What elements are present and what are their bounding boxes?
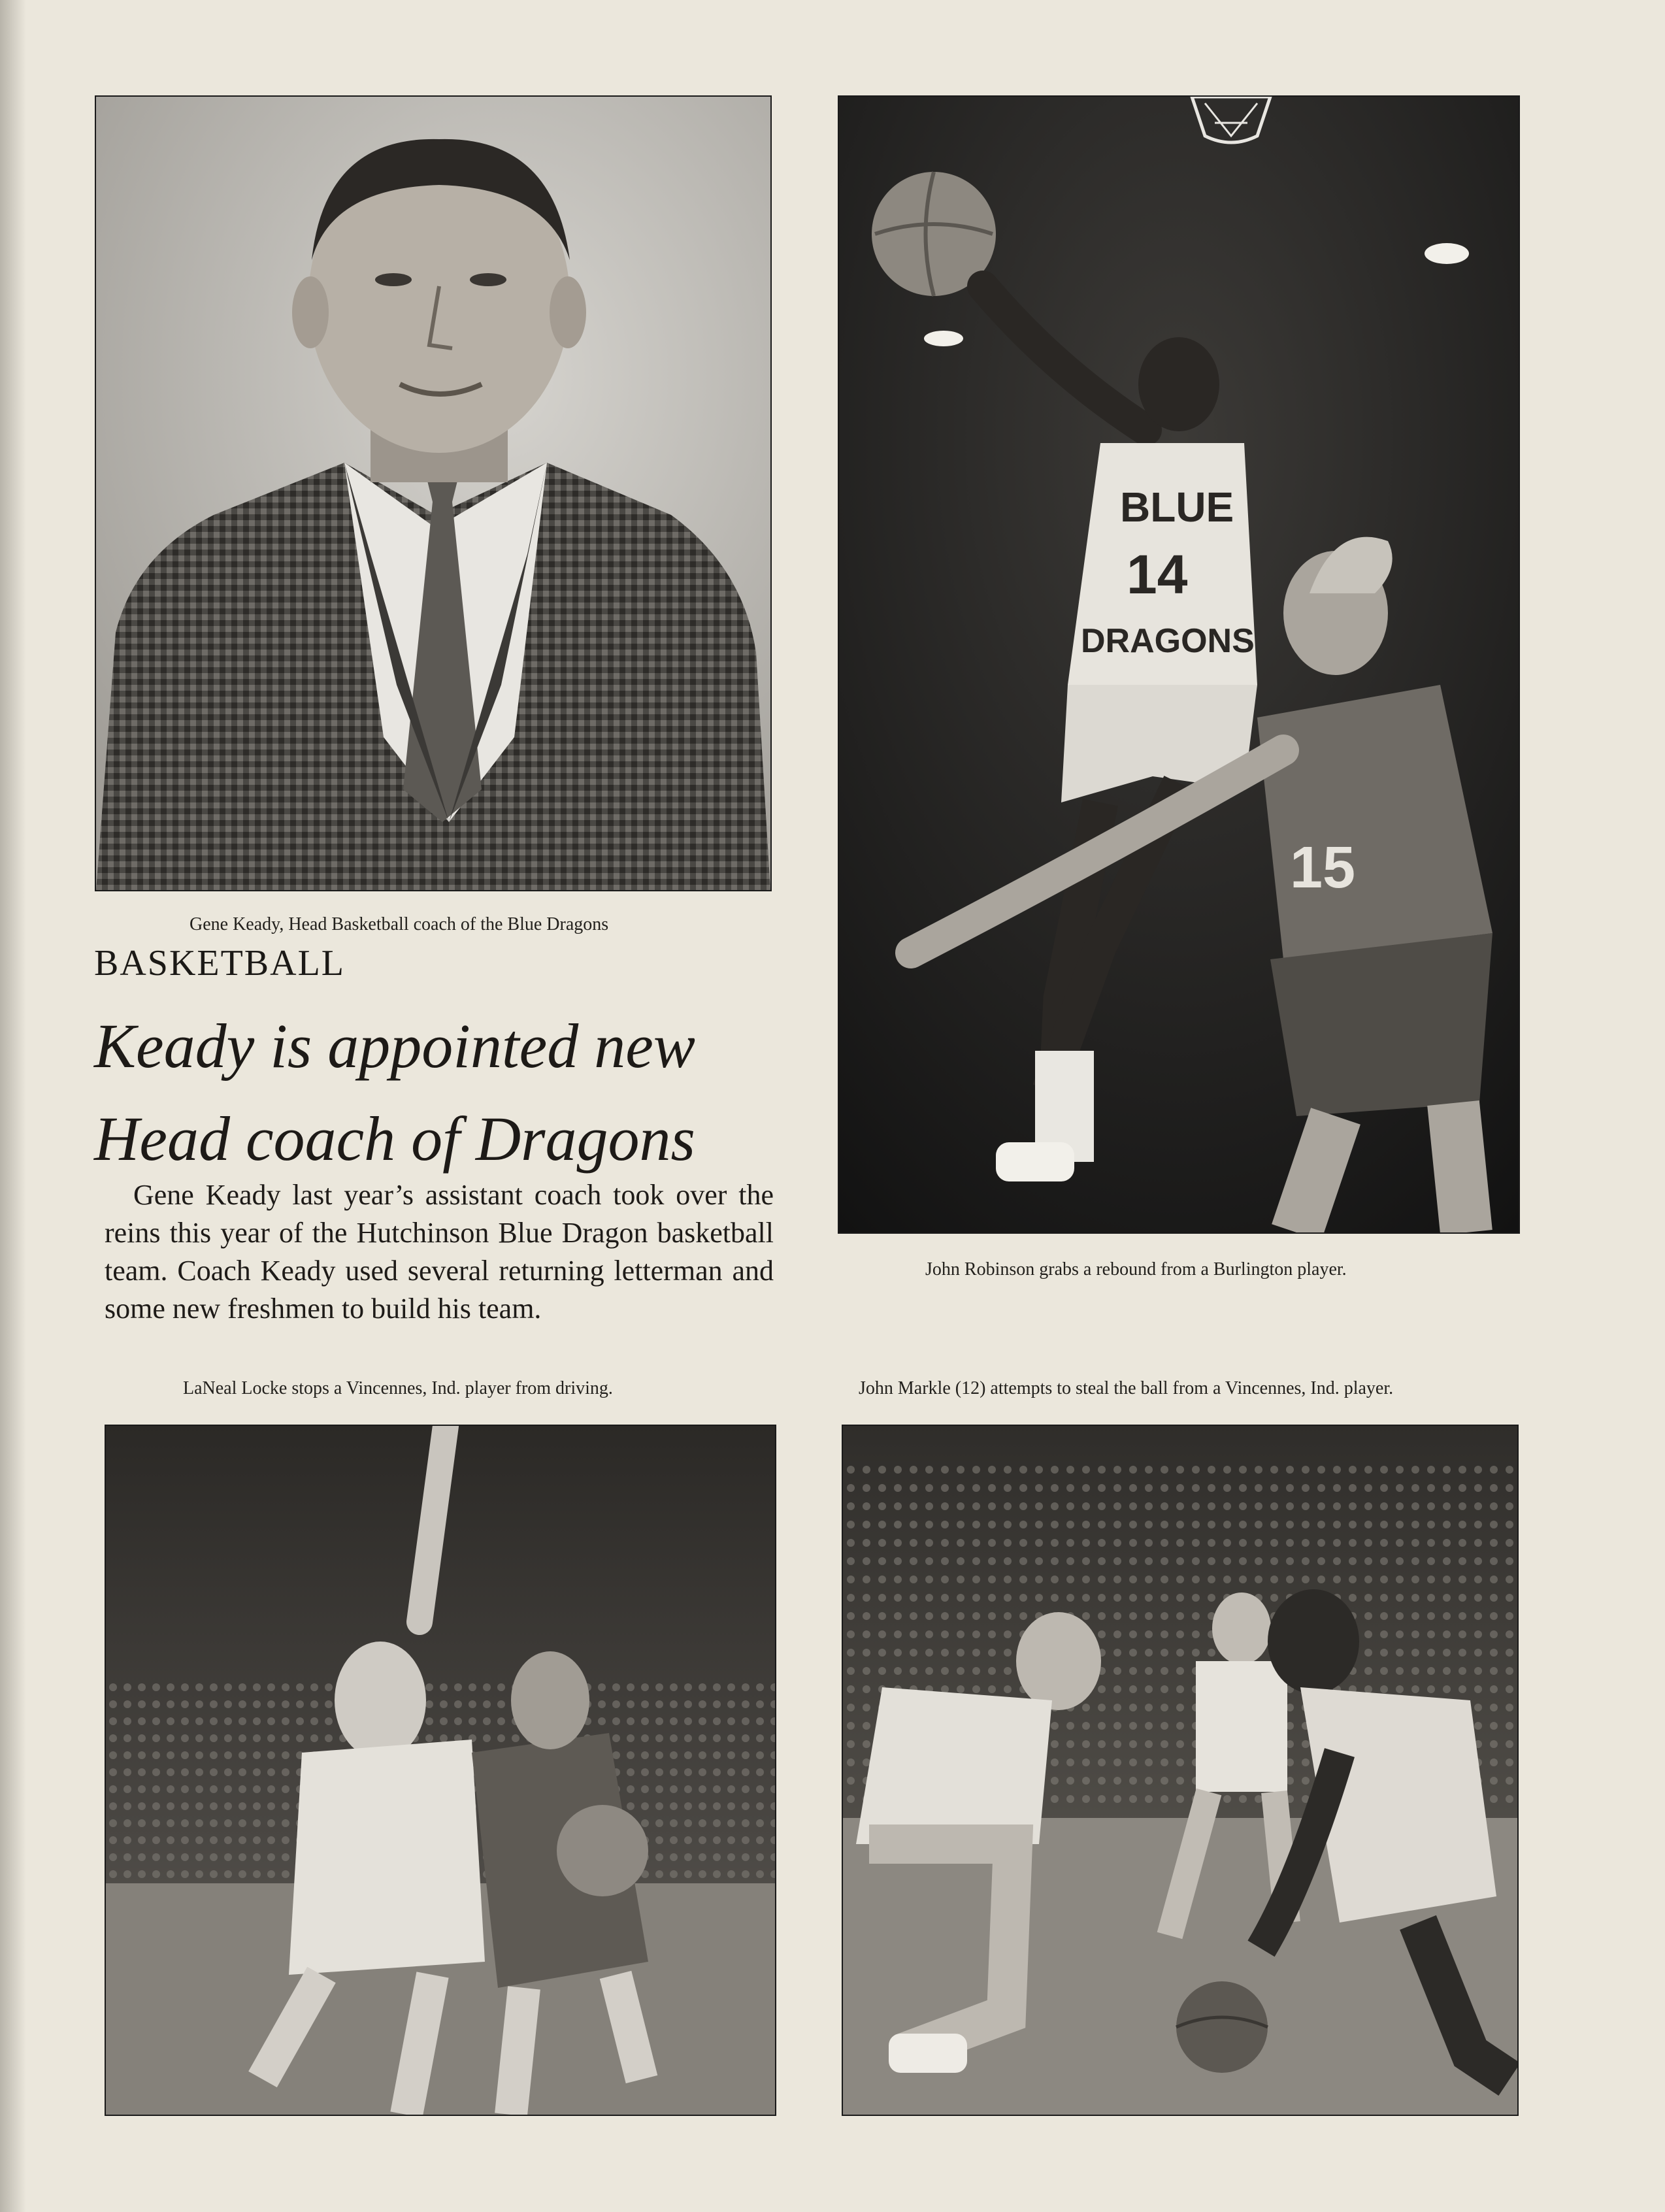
article-headline	[94, 1000, 774, 1185]
rebound-photo-caption: John Robinson grabs a rebound from a Burlington player.	[925, 1259, 1347, 1279]
page-binding-shadow	[0, 0, 26, 2212]
rebound-jersey-number-text: 14	[1127, 544, 1188, 605]
section-title: BASKETBALL	[94, 943, 345, 983]
markle-photo-caption: John Markle (12) attempts to steal the ball from a Vincennes, Ind. player.	[859, 1378, 1394, 1398]
rebound-jersey-word-text: DRAGONS	[1081, 622, 1255, 660]
coach-portrait-photo	[95, 95, 772, 891]
locke-action-photo	[105, 1425, 776, 2116]
locke-photo-caption: LaNeal Locke stops a Vincennes, Ind. player from driving.	[183, 1378, 613, 1398]
opponent-jersey-number-text: 15	[1290, 835, 1356, 900]
coach-photo-caption: Gene Keady, Head Basketball coach of the Blue Dragons	[190, 914, 609, 934]
article-body: Gene Keady last year’s assistant coach took over the reins this year of the Hutchinson Blue Dragon basketball team. Coach Keady used several returning letterman and some new freshmen to build his team.	[105, 1179, 774, 1325]
headline-line-1: Keady is appointed new	[94, 1011, 695, 1081]
rebound-jersey-team-text: BLUE	[1120, 484, 1234, 531]
markle-action-photo	[842, 1425, 1519, 2116]
headline-line-2: Head coach of Dragons	[94, 1104, 695, 1174]
rebound-action-photo	[838, 95, 1520, 1234]
